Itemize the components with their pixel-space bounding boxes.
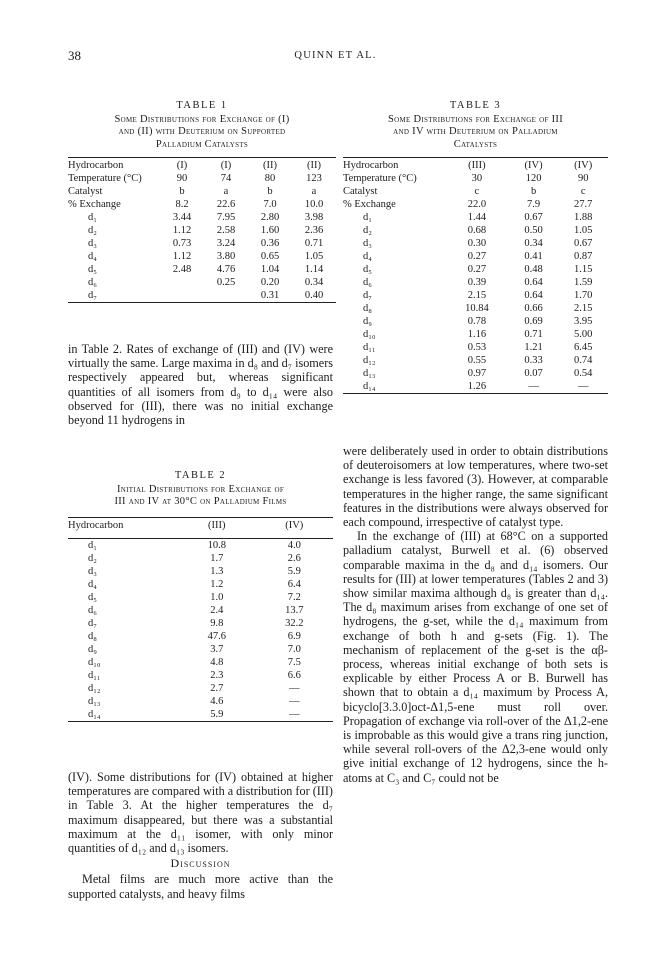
value-cell: 0.64 xyxy=(524,290,543,301)
table-row xyxy=(343,198,608,211)
value-cell: 0.25 xyxy=(216,277,236,288)
row-label-cell: Hydrocarbon xyxy=(68,158,160,173)
value-cell: 2.3 xyxy=(210,669,224,681)
value-cell: 0.33 xyxy=(524,355,543,366)
value-cell: (I) xyxy=(204,158,248,173)
row-label-cell: d₁₁ xyxy=(363,342,376,353)
table-1-number: TABLE 1 xyxy=(176,100,228,111)
table-row xyxy=(343,158,608,173)
value-cell: 1.70 xyxy=(574,290,593,301)
value-cell: 2.7 xyxy=(210,682,224,694)
table-row xyxy=(68,708,333,722)
table-2-title-line: III and IV at 30°C on Palladium Films xyxy=(114,496,287,507)
row-label-cell: d₉ xyxy=(363,316,372,327)
value-cell: 123 xyxy=(306,173,322,184)
table-row xyxy=(68,538,333,552)
value-cell: 0.67 xyxy=(574,238,593,249)
value-cell: (I) xyxy=(160,158,204,173)
table-1 xyxy=(68,100,336,303)
row-label-cell: d₁ xyxy=(88,539,97,551)
value-cell: 0.55 xyxy=(467,355,487,366)
value-cell: 0.64 xyxy=(524,277,543,288)
row-label-cell: d₅ xyxy=(88,591,97,603)
value-cell: — xyxy=(289,682,300,694)
value-cell: 1.05 xyxy=(304,251,324,262)
row-label-cell: Catalyst xyxy=(68,186,103,197)
value-cell: 8.2 xyxy=(175,199,189,210)
value-cell: 0.69 xyxy=(524,316,543,327)
row-label-cell: d₁ xyxy=(363,212,372,223)
table-row xyxy=(68,656,333,669)
value-cell: 90 xyxy=(176,173,188,184)
value-cell: 3.24 xyxy=(216,238,236,249)
row-label-cell: d₆ xyxy=(88,277,97,288)
table-2 xyxy=(68,470,333,722)
row-label-cell: d₃ xyxy=(88,238,97,249)
value-cell: 2.15 xyxy=(467,290,487,301)
value-cell: 0.54 xyxy=(574,368,593,379)
row-label-cell: Hydrocarbon xyxy=(343,158,445,173)
table-3-number: TABLE 3 xyxy=(449,100,502,111)
value-cell: 0.30 xyxy=(467,238,487,249)
table-row xyxy=(343,341,608,354)
value-cell: 0.34 xyxy=(524,238,543,249)
value-cell: 3.95 xyxy=(574,316,593,327)
table-3-title-line: Catalysts xyxy=(453,138,498,150)
value-cell: 1.3 xyxy=(210,565,224,577)
value-cell: 0.40 xyxy=(292,289,336,303)
value-cell: 1.05 xyxy=(574,225,593,236)
value-cell: 1.14 xyxy=(304,264,324,275)
value-cell: 0.78 xyxy=(467,316,487,327)
page-number: 38 xyxy=(68,48,81,63)
value-cell: 4.76 xyxy=(216,264,236,275)
value-cell: 3.98 xyxy=(304,212,324,223)
value-cell: 6.4 xyxy=(287,578,301,590)
row-label-cell: d₂ xyxy=(88,225,97,236)
row-label-cell: d₁ xyxy=(88,212,97,223)
value-cell: 0.50 xyxy=(524,225,543,236)
value-cell: 2.36 xyxy=(304,225,324,236)
table-2-number: TABLE 2 xyxy=(174,470,227,481)
table-1-title-line: Palladium Catalysts xyxy=(155,138,249,150)
value-cell: 0.97 xyxy=(467,368,487,379)
table-row xyxy=(68,643,333,656)
table-row xyxy=(343,380,608,394)
row-label-cell: Temperature (°C) xyxy=(68,173,142,184)
table-3-title-line: and IV with Deuterium on Palladium xyxy=(393,126,558,137)
value-cell: 1.26 xyxy=(445,380,509,394)
row-label-cell: d₁₄ xyxy=(343,380,445,394)
value-cell: 80 xyxy=(264,173,276,184)
table-row xyxy=(68,185,336,198)
value-cell: 4.6 xyxy=(210,695,224,707)
table-row xyxy=(343,263,608,276)
value-cell: 1.2 xyxy=(210,578,224,590)
table-row xyxy=(68,669,333,682)
value-cell: 0.73 xyxy=(172,238,192,249)
value-cell: 6.9 xyxy=(287,630,301,642)
value-cell: 0.39 xyxy=(467,277,487,288)
value-cell: 1.21 xyxy=(524,342,543,353)
row-label-cell: d₉ xyxy=(88,643,97,655)
value-cell: 1.7 xyxy=(210,552,224,564)
value-cell: 0.66 xyxy=(524,303,543,314)
value-cell: a xyxy=(311,186,317,197)
value-cell: 0.27 xyxy=(467,264,487,275)
table-row xyxy=(343,172,608,185)
table-row xyxy=(343,185,608,198)
value-cell: 10.8 xyxy=(207,539,226,551)
row-label-cell: d₅ xyxy=(363,264,372,275)
table-row xyxy=(68,250,336,263)
value-cell xyxy=(204,289,248,303)
table-header-row xyxy=(68,517,333,538)
value-cell: 30 xyxy=(471,173,483,184)
row-label-cell: d₆ xyxy=(363,277,372,288)
table-row xyxy=(68,591,333,604)
table-row xyxy=(68,211,336,224)
value-cell: 0.74 xyxy=(574,355,593,366)
value-cell: 0.65 xyxy=(260,251,280,262)
row-label-cell: Temperature (°C) xyxy=(343,173,417,184)
value-cell: 120 xyxy=(525,173,542,184)
table-2-caption xyxy=(68,470,333,509)
value-cell: 6.6 xyxy=(287,669,301,681)
table-1-grid xyxy=(68,157,336,303)
value-cell: — xyxy=(289,695,300,707)
row-label-cell: d₁₃ xyxy=(88,695,101,707)
value-cell: 1.15 xyxy=(574,264,593,275)
header-cell: (IV) xyxy=(256,517,334,538)
value-cell: 0.53 xyxy=(467,342,487,353)
value-cell: 10.0 xyxy=(304,199,324,210)
row-label-cell: d₁₀ xyxy=(363,329,376,340)
value-cell: 1.88 xyxy=(574,212,593,223)
row-label-cell: d₇ xyxy=(68,289,160,303)
row-label-cell: d₂ xyxy=(363,225,372,236)
row-label-cell: d₂ xyxy=(88,552,97,564)
section-heading: Discussion xyxy=(170,856,231,871)
running-head xyxy=(0,48,671,64)
right-column-text xyxy=(343,444,608,785)
value-cell: 2.48 xyxy=(172,264,192,275)
paragraph: were deliberately used in order to obtain distributions of deuteroisomers at low temperatures, where two-set exchange is less favored (3). However, at comparable temperatures in the higher range, the same significant features in the distributions were always observed for each compound, irrespective of catalyst type. xyxy=(343,444,608,530)
value-cell: 5.00 xyxy=(574,329,593,340)
value-cell: 5.9 xyxy=(178,708,256,722)
value-cell: 1.04 xyxy=(260,264,280,275)
paragraph: Metal films are much more active than the supported catalysts, and heavy films xyxy=(68,872,333,901)
table-row xyxy=(68,604,333,617)
value-cell: 0.31 xyxy=(248,289,292,303)
value-cell: (IV) xyxy=(558,158,608,173)
table-1-title-line: Some Distributions for Exchange of (I) xyxy=(114,113,290,125)
table-row xyxy=(68,630,333,643)
value-cell: 7.0 xyxy=(287,643,301,655)
paragraph: (IV). Some distributions for (IV) obtained at higher temperatures are compared with a distribution for (III) in Table 3. At the higher temperatures the d₇ maximum disappeared, but there was a substantial maximum at the d₁₁ isomer, with only minor quantities of d₁₂ and d₁₃ isomers. xyxy=(68,770,333,856)
value-cell: (IV) xyxy=(509,158,559,173)
value-cell: 2.4 xyxy=(210,604,224,616)
value-cell: 2.80 xyxy=(260,212,280,223)
value-cell: — xyxy=(509,380,559,394)
table-3-title-line: Some Distributions for Exchange of III xyxy=(387,113,564,125)
value-cell: 13.7 xyxy=(285,604,304,616)
value-cell: 7.0 xyxy=(263,199,277,210)
header-cell: Hydrocarbon xyxy=(68,517,178,538)
table-row xyxy=(343,237,608,250)
table-row xyxy=(68,158,336,173)
value-cell: 1.0 xyxy=(210,591,224,603)
value-cell: 22.0 xyxy=(467,199,487,210)
value-cell: a xyxy=(223,186,229,197)
value-cell: 7.9 xyxy=(527,199,541,210)
value-cell: b xyxy=(179,186,185,197)
value-cell: 0.36 xyxy=(260,238,280,249)
row-label-cell: d₇ xyxy=(363,290,372,301)
table-2-grid xyxy=(68,517,333,722)
left-paragraph-b xyxy=(68,770,333,901)
table-row xyxy=(343,276,608,289)
row-label-cell: d₁₀ xyxy=(88,656,101,668)
value-cell xyxy=(160,276,204,289)
value-cell: 0.41 xyxy=(524,251,543,262)
table-row xyxy=(68,617,333,630)
table-row xyxy=(68,682,333,695)
value-cell: b xyxy=(267,186,273,197)
table-row xyxy=(68,237,336,250)
row-label-cell: % Exchange xyxy=(343,199,396,210)
table-row xyxy=(68,565,333,578)
row-label-cell: d₆ xyxy=(88,604,97,616)
table-row xyxy=(343,250,608,263)
row-label-cell: d₇ xyxy=(88,617,97,629)
value-cell: 0.68 xyxy=(467,225,487,236)
value-cell: 4.0 xyxy=(287,539,301,551)
value-cell: 10.84 xyxy=(465,303,489,314)
row-label-cell: Catalyst xyxy=(343,186,378,197)
value-cell: — xyxy=(558,380,608,394)
table-3-caption xyxy=(343,100,608,151)
paragraph: in Table 2. Rates of exchange of (III) and (IV) were virtually the same. Large maxima in d₈ and d₇ isomers respectively appeared but, whereas significant quantities of all isomers from d₉ to d₁₄ were also observed for (III), there was no initial exchange beyond 11 hydrogens in xyxy=(68,342,333,428)
header-cell: (III) xyxy=(178,517,256,538)
value-cell: (II) xyxy=(248,158,292,173)
value-cell: c xyxy=(580,186,586,197)
value-cell: 0.67 xyxy=(524,212,543,223)
table-2-title-line: Initial Distributions for Exchange of xyxy=(116,483,285,495)
value-cell: 1.59 xyxy=(574,277,593,288)
row-label-cell: d₁₂ xyxy=(363,355,376,366)
value-cell: 1.12 xyxy=(172,251,192,262)
paragraph: In the exchange of (III) at 68°C on a supported palladium catalyst, Burwell et al. (6) observed comparable maxima in the d₈ and d₁₄ isomers. Our results for (III) at lower temperatures (Tables 2 and 3) show similar maxima although d₈ is greater than d₁₄. The d₈ maximum arises from exchange of one set of hydrogens, the g-set, while the d₁₄ maximum from exchange of both h and g-sets (Fig. 1). The mechanism of replacement of the g-set is the αβ-process, whereas initial exchange of both sets is explicable by either Process A or B. Burwell has shown that to obtain a d₁₄ maximum by Process A, bicyclo[3.3.0]oct-Δ1,5-ene must roll over. Propagation of exchange via roll-over of the Δ1,2-ene is improbable as this would give a trans ring junction, while several roll-overs of the Δ2,3-ene would only give initial exchange of 12 hydrogens, since the h-atoms at C₃ and C₇ could not be xyxy=(343,529,608,785)
value-cell: 3.80 xyxy=(216,251,236,262)
table-3 xyxy=(343,100,608,394)
row-label-cell: d₄ xyxy=(88,578,97,590)
table-1-title-line: and (II) with Deuterium on Supported xyxy=(118,126,286,137)
table-row xyxy=(343,224,608,237)
table-row xyxy=(68,263,336,276)
value-cell: 0.34 xyxy=(304,277,324,288)
table-row xyxy=(343,367,608,380)
row-label-cell: d₁₃ xyxy=(363,368,376,379)
running-title: QUINN ET AL. xyxy=(294,50,377,61)
value-cell: 9.8 xyxy=(210,617,224,629)
value-cell: 27.7 xyxy=(574,199,593,210)
value-cell: 1.16 xyxy=(467,329,487,340)
value-cell: 2.6 xyxy=(287,552,301,564)
value-cell: (III) xyxy=(445,158,509,173)
table-3-grid xyxy=(343,157,608,394)
value-cell: 7.5 xyxy=(287,656,301,668)
row-label-cell: d₁₄ xyxy=(68,708,178,722)
row-label-cell: d₄ xyxy=(363,251,372,262)
value-cell: 2.58 xyxy=(216,225,236,236)
table-row xyxy=(343,328,608,341)
value-cell: 4.8 xyxy=(210,656,224,668)
value-cell: 1.44 xyxy=(467,212,487,223)
row-label-cell: d₃ xyxy=(88,565,97,577)
table-row xyxy=(343,289,608,302)
value-cell: 0.20 xyxy=(260,277,280,288)
table-row xyxy=(343,315,608,328)
table-row xyxy=(343,354,608,367)
value-cell: 7.2 xyxy=(287,591,301,603)
value-cell: 5.9 xyxy=(287,565,301,577)
row-label-cell: % Exchange xyxy=(68,199,121,210)
value-cell: 1.12 xyxy=(172,225,192,236)
row-label-cell: d₅ xyxy=(88,264,97,275)
value-cell: 0.71 xyxy=(304,238,324,249)
value-cell: (II) xyxy=(292,158,336,173)
value-cell: 0.27 xyxy=(467,251,487,262)
value-cell: b xyxy=(530,186,537,197)
value-cell: 3.44 xyxy=(172,212,192,223)
value-cell: 6.45 xyxy=(574,342,593,353)
value-cell: 32.2 xyxy=(285,617,304,629)
table-row xyxy=(68,276,336,289)
value-cell: 2.15 xyxy=(574,303,593,314)
row-label-cell: d₈ xyxy=(363,303,372,314)
table-row xyxy=(343,211,608,224)
value-cell: 0.71 xyxy=(524,329,543,340)
row-label-cell: d₃ xyxy=(363,238,372,249)
row-label-cell: d₈ xyxy=(88,630,97,642)
value-cell xyxy=(160,289,204,303)
table-row xyxy=(68,289,336,303)
value-cell: 74 xyxy=(220,173,232,184)
table-row xyxy=(68,198,336,211)
value-cell: 1.60 xyxy=(260,225,280,236)
value-cell: 90 xyxy=(577,173,589,184)
table-row xyxy=(68,172,336,185)
table-1-caption xyxy=(68,100,336,151)
table-row xyxy=(68,224,336,237)
row-label-cell: d₁₁ xyxy=(88,669,101,681)
value-cell: 47.6 xyxy=(207,630,226,642)
left-paragraph-a xyxy=(68,342,333,427)
value-cell: c xyxy=(474,186,480,197)
table-row xyxy=(343,302,608,315)
value-cell: 0.87 xyxy=(574,251,593,262)
value-cell: — xyxy=(256,708,334,722)
value-cell: 22.6 xyxy=(216,199,236,210)
row-label-cell: d₄ xyxy=(88,251,97,262)
table-row xyxy=(68,552,333,565)
table-row xyxy=(68,695,333,708)
value-cell: 7.95 xyxy=(216,212,236,223)
value-cell: 0.07 xyxy=(524,368,543,379)
table-row xyxy=(68,578,333,591)
value-cell: 0.48 xyxy=(524,264,543,275)
value-cell: 3.7 xyxy=(210,643,224,655)
row-label-cell: d₁₂ xyxy=(88,682,101,694)
